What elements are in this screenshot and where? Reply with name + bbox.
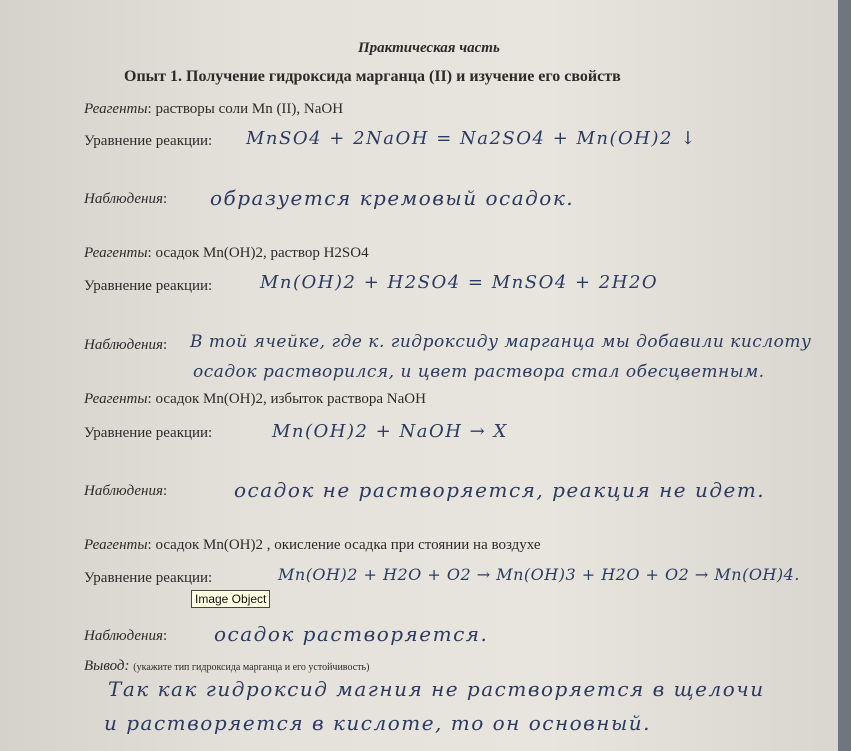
equation-handwritten-3: Mn(OH)2 + NaOH → X [272, 421, 508, 442]
equation-label-2: Уравнение реакции: [84, 278, 213, 294]
observation-handwritten-4: осадок растворяется. [214, 622, 489, 646]
conclusion-hint: (укажите тип гидроксида марганца и его устойчивость) [133, 662, 370, 673]
conclusion-label: Вывод: [84, 658, 130, 674]
observations-label-2: Наблюдения: [84, 337, 168, 353]
experiment-title: Опыт 1. Получение гидроксида марганца (II) и изучение его свойств [124, 68, 621, 85]
observation-handwritten-2b: осадок растворился, и цвет раствора стал обесцветным. [193, 362, 765, 382]
observations-label-3: Наблюдения: [84, 483, 168, 499]
reagents-line-1 [84, 101, 343, 118]
observation-handwritten-2a: В той ячейке, где к. гидроксиду марганца мы добавили кислоту [190, 332, 812, 352]
observation-handwritten-3: осадок не растворяется, реакция не идет. [234, 478, 766, 502]
conclusion-handwritten-1: Так как гидроксид магния не растворяется в щелочи [108, 677, 765, 701]
equation-handwritten-2: Mn(OH)2 + H2SO4 = MnSO4 + 2H2O [260, 272, 659, 293]
observations-label-4: Наблюдения: [84, 628, 168, 644]
section-title: Практическая часть [358, 40, 500, 56]
reagents-text: : растворы соли Mn (II), NaOH [147, 101, 344, 117]
reagents-label: Реагенты [84, 101, 148, 117]
equation-label-3: Уравнение реакции: [84, 425, 213, 441]
reagents-text: : осадок Mn(OH)2 , окисление осадка при стоянии на воздухе [147, 537, 541, 553]
observations-label-1: Наблюдения: [84, 191, 168, 207]
reagents-label: Реагенты [84, 245, 148, 261]
reagents-text: : осадок Mn(OH)2, раствор H2SO4 [147, 245, 369, 261]
equation-label-1: Уравнение реакции: [84, 133, 213, 149]
image-object-tooltip: Image Object [191, 590, 270, 608]
conclusion-line [84, 658, 369, 675]
reagents-line-3 [84, 391, 426, 408]
reagents-label: Реагенты [84, 537, 148, 553]
conclusion-handwritten-2: и растворяется в кислоте, то он основный. [104, 711, 652, 735]
reagents-line-2 [84, 245, 369, 262]
reagents-text: : осадок Mn(OH)2, избыток раствора NaOH [147, 391, 426, 407]
equation-label-4: Уравнение реакции: [84, 570, 213, 586]
equation-handwritten-1: MnSO4 + 2NaOH = Na2SO4 + Mn(OH)2 ↓ [246, 128, 697, 149]
reagents-line-4 [84, 537, 541, 554]
reagents-label: Реагенты [84, 391, 148, 407]
observation-handwritten-1: образуется кремовый осадок. [210, 186, 575, 210]
equation-handwritten-4: Mn(OH)2 + H2O + O2 → Mn(OH)3 + H2O + O2 → Mn(OH)4. [278, 565, 800, 584]
